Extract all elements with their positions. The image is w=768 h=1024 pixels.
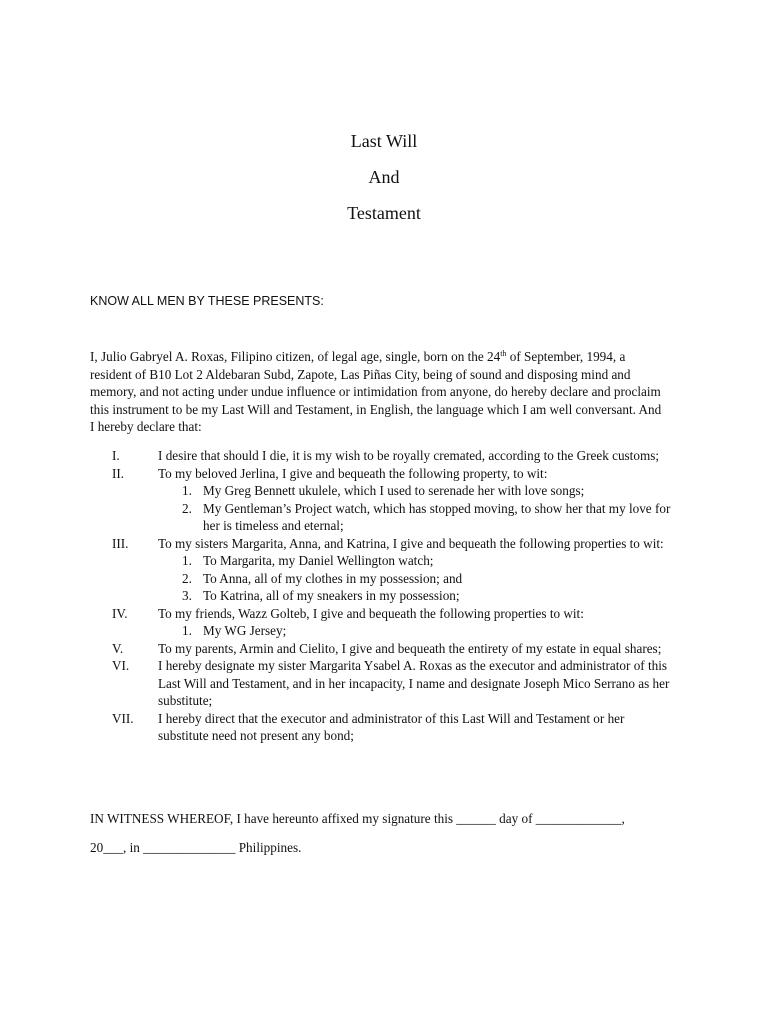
intro-paragraph (90, 348, 662, 436)
provisions-list (90, 447, 680, 745)
provision-numeral: VII. (112, 710, 134, 726)
intro-superscript: th (500, 349, 507, 358)
sub-item-number: 2. (182, 570, 192, 586)
sub-item (158, 587, 678, 605)
sub-item (158, 570, 678, 588)
provision-item (90, 535, 678, 605)
intro-text-start: I, Julio Gabryel A. Roxas, Filipino citizen, of legal age, single, born on the 24 (90, 349, 501, 364)
provision-numeral: V. (112, 640, 124, 656)
provision-text: To my parents, Armin and Cielito, I give and bequeath the entirety of my estate in equal shares; (158, 640, 662, 656)
sub-item-text: To Margarita, my Daniel Wellington watch; (203, 553, 434, 568)
provision-item (90, 710, 678, 745)
title-line-2: And (368, 167, 400, 187)
sub-item-number: 1. (182, 623, 192, 638)
provision-item (90, 447, 678, 465)
provision-item (90, 465, 678, 535)
provision-numeral: III. (112, 535, 129, 551)
provision-text: To my beloved Jerlina, I give and bequeath the following property, to wit: (158, 465, 548, 481)
sub-item-text: My Greg Bennett ukulele, which I used to serenade her with love songs; (203, 483, 585, 498)
sub-item-text: To Katrina, all of my sneakers in my possession; (203, 588, 460, 603)
title-line-3: Testament (347, 203, 421, 223)
provision-text: I hereby designate my sister Margarita Ysabel A. Roxas as the executor and administrator of this Last Will and Testament, and in her incapacity, I name and designate Joseph Mico Serrano as her substitute; (158, 658, 670, 708)
sub-item-text: To Anna, all of my clothes in my possession; and (203, 570, 463, 586)
provision-item (90, 605, 678, 640)
sub-item (158, 482, 678, 500)
provision-numeral: I. (112, 448, 120, 463)
provision-text: To my sisters Margarita, Anna, and Katrina, I give and bequeath the following properties to wit: (158, 535, 664, 551)
provision-numeral: IV. (112, 605, 128, 621)
provision-text: I desire that should I die, it is my wish to be royally cremated, according to the Greek customs; (158, 448, 659, 463)
sub-item (158, 552, 678, 570)
sub-list (158, 622, 678, 640)
date-line: 20___, in ______________ Philippines. (90, 840, 302, 855)
witness-clause: IN WITNESS WHEREOF, I have hereunto affixed my signature this ______ day of _____________, (90, 811, 625, 826)
sub-item-number: 3. (182, 588, 192, 603)
sub-item (158, 500, 678, 535)
provision-numeral: II. (112, 465, 125, 481)
provision-item (90, 657, 678, 710)
sub-list (158, 482, 678, 535)
sub-item-number: 2. (182, 500, 192, 516)
sub-item-text: My Gentleman’s Project watch, which has stopped moving, to show her that my love for her is timeless and eternal; (203, 500, 671, 533)
sub-item-number: 1. (182, 483, 192, 498)
intro-text-end: of September, 1994, a resident of B10 Lot 2 Aldebaran Subd, Zapote, Las Piñas City, being of sound and disposing mind and memory, and not acting under undue influence or intimidation from anyone, do hereby declare and proclaim this instrument to be my Last Will and Testament, in English, the language which I am well conversant. And I hereby declare that: (90, 349, 662, 434)
sub-item (158, 622, 678, 640)
provision-numeral: VI. (112, 658, 130, 673)
provision-item (90, 640, 678, 658)
sub-list (158, 552, 678, 605)
sub-item-text: My WG Jersey; (203, 623, 287, 638)
sub-item-number: 1. (182, 553, 192, 568)
provision-text: To my friends, Wazz Golteb, I give and bequeath the following properties to wit: (158, 605, 584, 621)
title-line-1: Last Will (350, 131, 418, 151)
provision-text: I hereby direct that the executor and administrator of this Last Will and Testament or her substitute need not present any bond; (158, 710, 625, 743)
greeting: KNOW ALL MEN BY THESE PRESENTS: (90, 294, 324, 308)
